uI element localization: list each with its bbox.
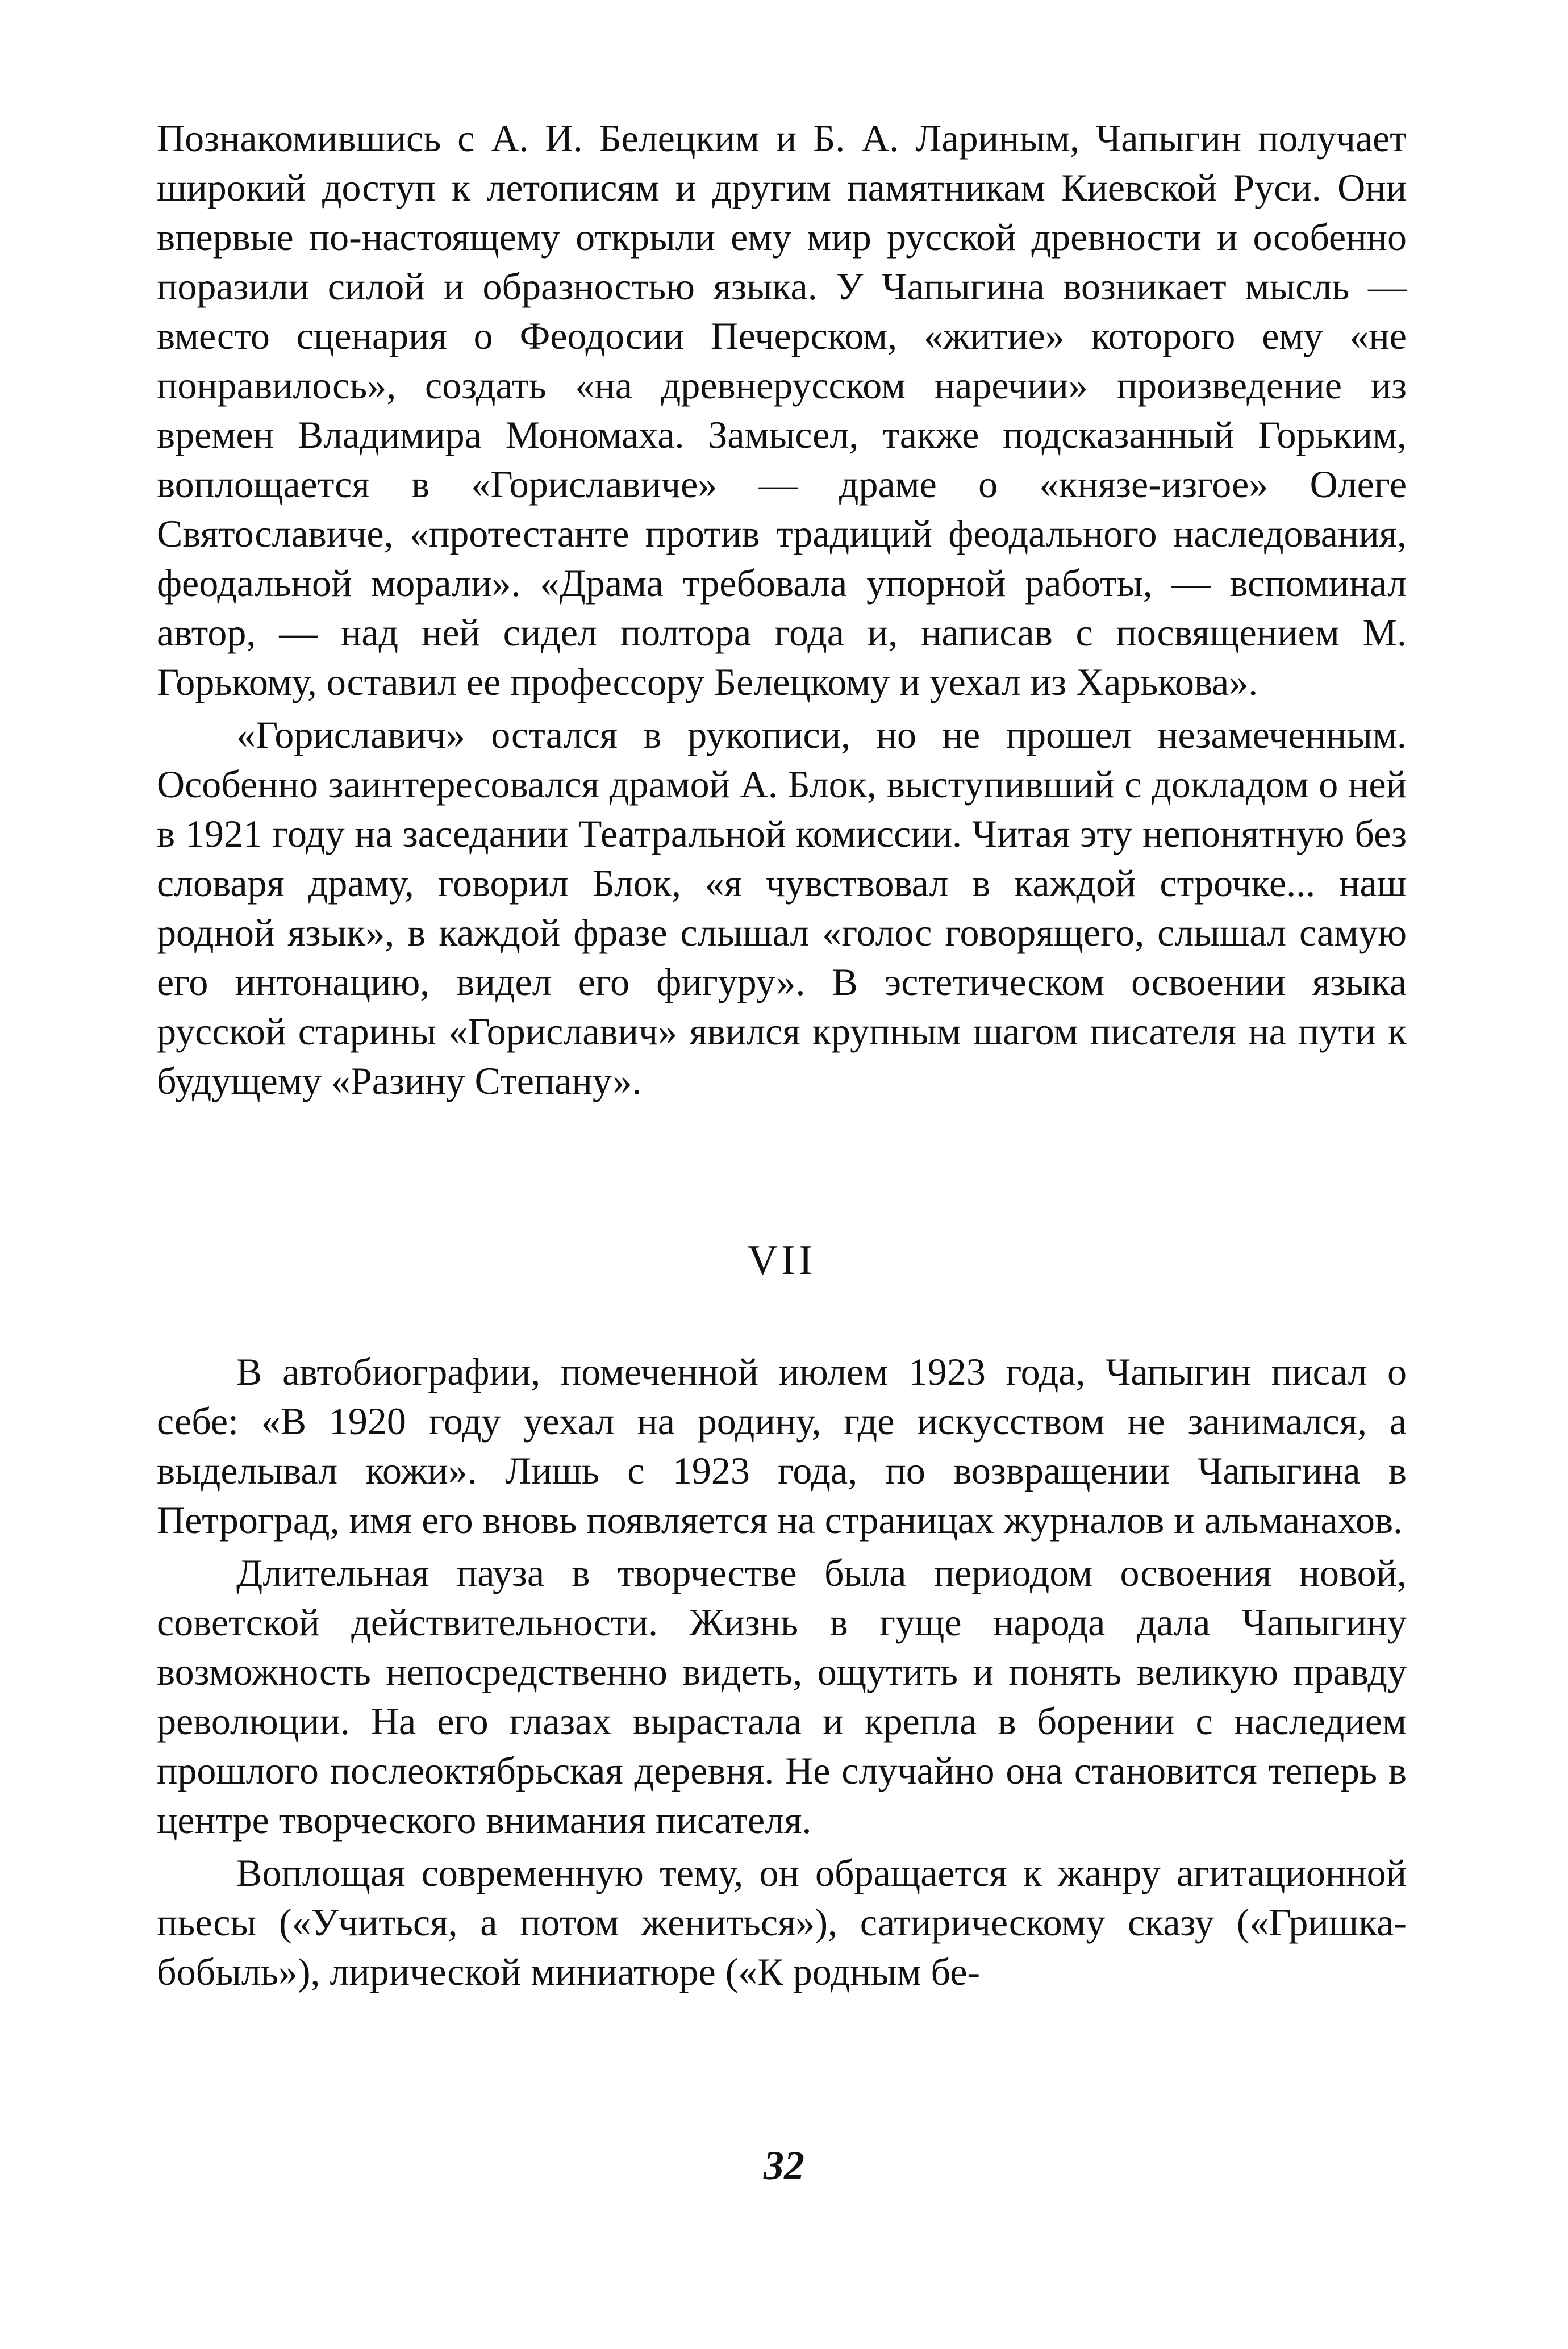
paragraph: В автобиографии, помеченной июлем 1923 года, Чапыгин писал о себе: «В 1920 году уехал на родину, где искусством не занимался, а выделывал кожи». Лишь с 1923 года, по возвращении Чапыгина в Петроград, имя его вновь появляется на страницах журналов и альманахов. (157, 1350, 1407, 1542)
page-number: 32 (764, 2143, 804, 2188)
chapter-heading: VII (747, 1237, 816, 1284)
paragraph: Воплощая современную тему, он обращается к жанру агитационной пьесы («Учиться, а потом жениться»), сатирическому сказу («Гришка-бобыль»), лирической миниатюре («К родным бе- (157, 1851, 1407, 1993)
paragraph: «Гориславич» остался в рукописи, но не прошел незамеченным. Особенно заинтересовался драмой А. Блок, выступивший с докладом о ней в 1921 году на заседании Театральной комиссии. Читая эту непонятную без словаря драму, говорил Блок, «я чувствовал в каждой строчке... наш родной язык», в каждой фразе слышал «голос говорящего, слышал самую его интонацию, видел его фигуру». В эстетическом освоении языка русской старины «Гориславич» явился крупным шагом писателя на пути к будущему «Разину Степану». (157, 713, 1407, 1102)
page-body (157, 114, 1407, 1997)
paragraph: Длительная пауза в творчестве была периодом освоения новой, советской действительности. Жизнь в гуще народа дала Чапыгину возможность непосредственно видеть, ощутить и понять великую правду революции. На его глазах вырастала и крепла в борении с наследием прошлого послеоктябрьская деревня. Не случайно она становится теперь в центре творческого внимания писателя. (157, 1551, 1407, 1842)
paragraph: Познакомившись с А. И. Белецким и Б. А. Лариным, Чапыгин получает широкий доступ к летописям и другим памятникам Киевской Руси. Они впервые по-настоящему открыли ему мир русской древности и особенно поразили силой и образностью языка. У Чапыгина возникает мысль — вместо сценария о Феодосии Печерском, «житие» которого ему «не понравилось», создать «на древнерусском наречии» произведение из времен Владимира Мономаха. Замысел, также подсказанный Горьким, воплощается в «Гориславиче» — драме о «князе-изгое» Олеге Святославиче, «протестанте против традиций феодального наследования, феодальной морали». «Драма требовала упорной работы, — вспоминал автор, — над ней сидел полтора года и, написав с посвящением М. Горькому, оставил ее профессору Белецкому и уехал из Харькова». (157, 116, 1407, 703)
